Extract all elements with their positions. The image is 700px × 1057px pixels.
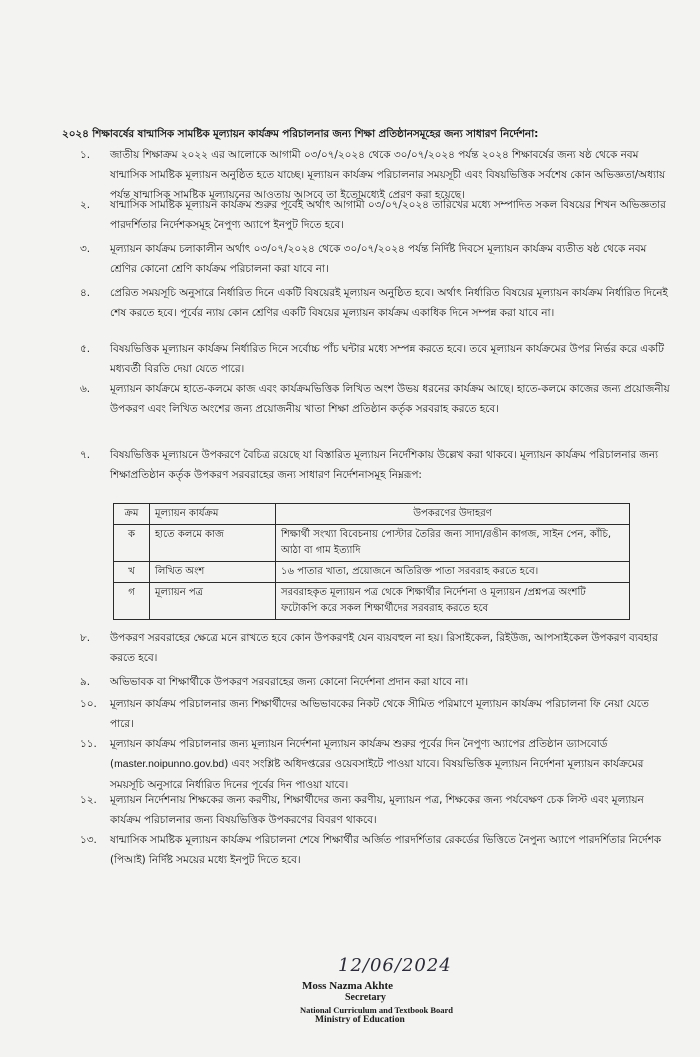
item-number: ৬. <box>80 383 91 395</box>
instruction-list-part1 <box>80 145 670 501</box>
item-text: উপকরণ সরবরাহের ক্ষেত্রে মনে রাখতে হবে কোন উপকরণই যেন ব্যয়বহুল না হয়। রিসাইকেল, রিইউজ, আপসাইকেল উপকরণ ব্যবহার করতে হবে। <box>110 632 658 664</box>
signatory-name: Moss Nazma Akhte <box>302 980 394 992</box>
table-row <box>114 583 630 620</box>
item-text: বিষয়ভিত্তিক মূল্যায়নে উপকরণে বৈচিত্র রয়েছে যা বিস্তারিত মূল্যায়ন নির্দেশিকায় উল্লেখ করা থাকবে। মূল্যায়ন কার্যক্রম পরিচালনার জন্য শিক্ষাপ্রতিষ্ঠান কর্তৃক উপকরণ সরবরাহের জন্য সাধারণ নির্দেশনাসমূহ নিম্নরূপ: <box>110 449 659 481</box>
item-text: মূল্যায়ন কার্যক্রম পরিচালনার জন্য শিক্ষার্থীদের অভিভাবকের নিকট থেকে সীমিত পরিমাণে মূল্যায়ন কার্যক্রম পরিচালনা ফি নেয়া যেতে পারে। <box>110 698 649 730</box>
instruction-item <box>80 830 670 870</box>
item-text: জাতীয় শিক্ষাক্রম ২০২২ এর আলোকে আগামী ০৩/০৭/২০২৪ থেকে ৩০/০৭/২০২৪ পর্যন্ত ২০২৪ শিক্ষাবর্ষের জন্য ষষ্ঠ থেকে নবম ষান্মাসিক সামষ্টিক মূল্যায়ন অনুষ্ঠিত হতে যাচ্ছে। মূল্যায়ন কার্যক্রম পরিচালনার সময়সূচী এবং বিষয়ভিত্তিক সর্বশেষ কোন অভিজ্ঞতা/অধ্যায় পর্যন্ত ষান্মাসিক সামষ্টিক মূল্যায়নের আওতায় আসবে তা ইতোমধ্যেই প্রেরণ করা হয়েছে। <box>110 149 666 201</box>
item-number: ৫. <box>80 343 91 355</box>
column-header: ক্রম <box>114 504 150 525</box>
item-number: ১১. <box>80 738 97 750</box>
instruction-item <box>80 790 670 830</box>
item-number: ৭. <box>80 449 91 461</box>
table-cell: মূল্যায়ন পত্র <box>150 583 276 620</box>
item-number: ১. <box>80 149 91 161</box>
signatory-ministry: Ministry of Education <box>315 1015 405 1025</box>
item-number: ১২. <box>80 794 97 806</box>
instruction-item <box>80 734 670 790</box>
item-text: মূল্যায়ন নির্দেশনায় শিক্ষকের জন্য করণীয়, শিক্ষার্থীদের জন্য করণীয়, মূল্যায়ন পত্র, শিক্ষকের জন্য পর্যবেক্ষণ চেক লিস্ট এবং মূল্যায়ন কার্যক্রম পরিচালনার জন্য বিষয়ভিত্তিক উপকরণের বিবরণ থাকবে। <box>110 794 644 826</box>
item-text: প্রেরিত সময়সূচি অনুসারে নির্ধারিত দিনে একটি বিষয়েরই মূল্যায়ন অনুষ্ঠিত হবে। অর্থাৎ নির্ধারিত বিষয়ের মূল্যায়ন কার্যক্রম নির্ধারিত দিনেই শেষ করতে হবে। পূর্বের ন্যায় কোন শ্রেণির একটি বিষয়ের মূল্যায়ন কার্যক্রম একাধিক দিনে সম্পন্ন করা যাবে না। <box>110 287 668 319</box>
table-cell: ক <box>114 525 150 562</box>
instruction-item <box>80 239 670 283</box>
item-number: ১৩. <box>80 834 97 846</box>
item-text: মূল্যায়ন কার্যক্রমে হাতে-কলমে কাজ এবং কার্যক্রমভিত্তিক লিখিত অংশ উভয় ধরনের কার্যক্রম আছে। হাতে-কলমে কাজের জন্য প্রয়োজনীয় উপকরণ এবং লিখিত অংশের জন্য প্রয়োজনীয় খাতা শিক্ষা প্রতিষ্ঠান কর্তৃক সরবরাহ করতে হবে। <box>110 383 670 415</box>
column-header: মূল্যায়ন কার্যক্রম <box>150 504 276 525</box>
item-number: ৪. <box>80 287 91 299</box>
instruction-item <box>80 195 670 239</box>
instruction-item <box>80 694 670 734</box>
item-text: মূল্যায়ন কার্যক্রম পরিচালনার জন্য মূল্যায়ন নির্দেশনা মূল্যায়ন কার্যক্রম শুরুর পূর্বের দিন নৈপুণ্য অ্যাপের প্রতিষ্ঠান ড্যাসবোর্ড ( <box>110 738 608 770</box>
table-cell: লিখিত অংশ <box>150 562 276 583</box>
instruction-item <box>80 379 670 445</box>
instruction-item <box>80 339 670 379</box>
dashboard-url: master.noipunno.gov.bd <box>114 759 225 770</box>
instruction-item <box>80 283 670 339</box>
table-row <box>114 562 630 583</box>
document-title: ২০২৪ শিক্ষাবর্ষের ষান্মাসিক সামষ্টিক মূল্যায়ন কার্যক্রম পরিচালনার জন্য শিক্ষা প্রতিষ্ঠানসমূহের জন্য সাধারণ নির্দেশনা: <box>62 128 539 140</box>
materials-table <box>113 503 630 620</box>
table-cell: সরবরাহকৃত মূল্যায়ন পত্র থেকে শিক্ষার্থীর নির্দেশনা ও মূল্যায়ন /প্রশ্নপত্র অংশটি ফটোকপি করে সকল শিক্ষার্থীদের সরবরাহ করতে হবে <box>276 583 630 620</box>
item-text: ষান্মাসিক সামষ্টিক মূল্যায়ন কার্যক্রম পরিচালনা শেষে শিক্ষার্থীর অর্জিত পারদর্শিতার রেকর্ডের ভিত্তিতে নৈপুন্য অ্যাপে পারদর্শিতার নির্দেশক (পিআই) নির্দিষ্ট সময়ের মধ্যে ইনপুট দিতে হবে। <box>110 834 662 866</box>
table-cell: শিক্ষার্থী সংখ্যা বিবেচনায় পোস্টার তৈরির জন্য সাদা/রঙীন কাগজ, সাইন পেন, কাঁচি, আঠা বা গাম ইত্যাদি <box>276 525 630 562</box>
item-text: মূল্যায়ন কার্যক্রম চলাকালীন অর্থাৎ ০৩/০৭/২০২৪ থেকে ৩০/০৭/২০২৪ পর্যন্ত নির্দিষ্ট দিবসে মূল্যায়ন কার্যক্রম ব্যতীত ষষ্ঠ থেকে নবম শ্রেণির কোনো শ্রেণি কার্যক্রম পরিচালনা করা যাবে না। <box>110 243 647 275</box>
signatory-title: Secretary <box>345 992 386 1003</box>
instruction-list-part2 <box>80 628 670 870</box>
signature-block <box>300 955 540 1025</box>
table-cell: খ <box>114 562 150 583</box>
table-cell: হাতে কলমে কাজ <box>150 525 276 562</box>
item-text: বিষয়ভিত্তিক মূল্যায়ন কার্যক্রম নির্ধারিত দিনে সর্বোচ্চ পাঁচ ঘন্টার মধ্যে সম্পন্ন করতে হবে। তবে মূল্যায়ন কার্যক্রমের উপর নির্ভর করে একটি মধ্যবর্তী বিরতি দেয়া যেতে পারে। <box>110 343 664 375</box>
instruction-item <box>80 672 670 694</box>
item-number: ৯. <box>80 676 91 688</box>
instruction-item <box>80 445 670 501</box>
item-number: ৮. <box>80 632 91 644</box>
instruction-item <box>80 145 670 201</box>
item-number: ২. <box>80 199 91 211</box>
item-text: অভিভাবক বা শিক্ষার্থীকে উপকরণ সরবরাহের জন্য কোনো নির্দেশনা প্রদান করা যাবে না। <box>110 676 469 688</box>
signatory-organization: National Curriculum and Textbook Board <box>300 1005 454 1015</box>
item-number: ৩. <box>80 243 91 255</box>
table-cell: ১৬ পাতার খাতা, প্রয়োজনে অতিরিক্ত পাতা সরবরাহ করতে হবে। <box>276 562 630 583</box>
table-header-row <box>114 504 630 525</box>
table-cell: গ <box>114 583 150 620</box>
instruction-item <box>80 628 670 672</box>
item-number: ১০. <box>80 698 97 710</box>
table-row <box>114 525 630 562</box>
item-text: ) এবং সংশ্লিষ্ট অধিদপ্তরের ওয়েবসাইটে পাওয়া যাবে। বিষয়ভিত্তিক মূল্যায়ন নির্দেশনা মূল্যায়ন কার্যক্রমের সময়সূচি অনুসারে নির্ধারিত দিনের পূর্বের দিন পাওয়া যাবে। <box>110 758 644 791</box>
handwritten-signature: 12/06/2024 <box>338 955 452 976</box>
column-header: উপকরণের উদাহরণ <box>276 504 630 525</box>
item-text: ষান্মাসিক সামষ্টিক মূল্যায়ন কার্যক্রম শুরুর পূর্বেই অর্থাৎ আগামী ০৩/০৭/২০২৪ তারিখের মধ্যে সম্পাদিত সকল বিষয়ের শিখন অভিজ্ঞতার পারদর্শিতার নির্দেশকসমূহ নৈপুণ্য অ্যাপে ইনপুট দিতে হবে। <box>110 199 666 231</box>
